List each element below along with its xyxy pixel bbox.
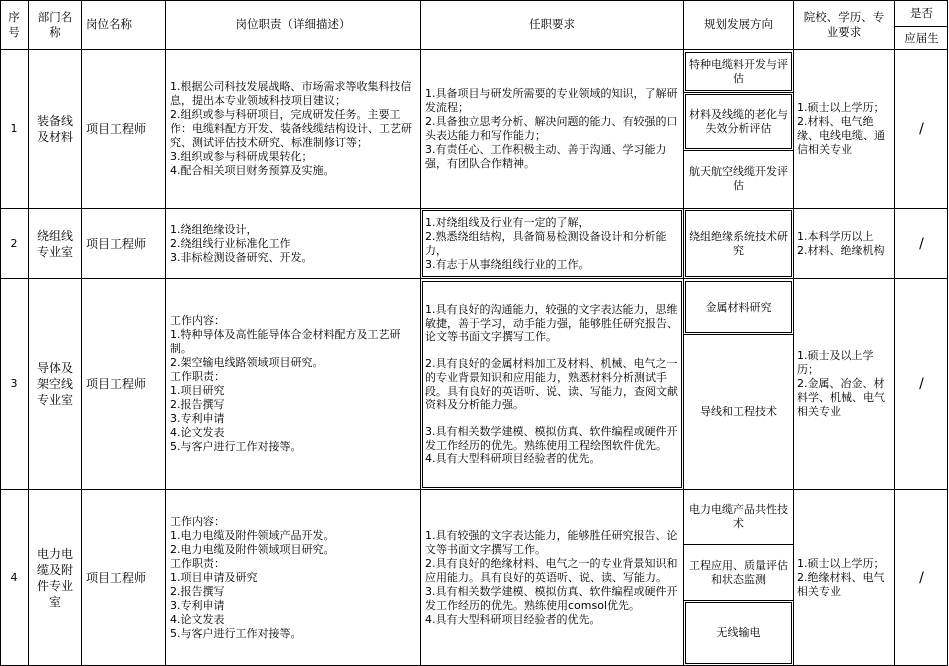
grid-line — [683, 0, 684, 666]
row4-seq: 4 — [10, 570, 18, 584]
row1-duties: 1.根据公司科技发展战略、市场需求等收集科技信息，提出本专业领域科技项目建议； 2.组织或参与科研项目，完成研发任务。主要工作：电缆料配方开发、装备线缆结构设计、工艺研究、测试评估技术研究、标准制修订等； 3.组织或参与科研成果转化； 4.配合相关项目财务预算及实施。 — [170, 80, 412, 177]
row3-dept: 导体及 架空线 专业室 — [36, 361, 73, 407]
row4-position: 项目工程师 — [86, 570, 147, 585]
row4-direction-1: 电力电缆产品共性技术 — [689, 503, 788, 530]
row2-duties: 1.绕组绝缘设计， 2.绕组线行业标准化工作 3.非标检测设备研究、开发。 — [170, 222, 313, 264]
row4-direction-2: 工程应用、质量评估和状态监测 — [689, 558, 788, 586]
header-school: 院校、学历、专 业要求 — [803, 9, 885, 39]
row3-requirements: 1.具有良好的沟通能力，较强的文字表达能力，思维敏捷，善于学习，动手能力强，能够胜任研究报告、论文等书面文字撰写工作。 2.具有良好的金属材料加工及材料、机械、电气之一的专业背景知识和应用能力，熟悉材料分析测试手段。具有良好的英语听、说、读、写能力，查阅文献资料及分析能力强。 3.具有相关数学建模、模拟仿真、软件编程或硬件开发工作经历的优先。熟练使用工程绘图软件优先。 4.具有大型科研项目经验者的优先。 — [425, 302, 678, 466]
row1-fresh: / — [919, 121, 924, 137]
row3-direction-2: 导线和工程技术 — [700, 405, 777, 418]
row3-duties: 工作内容： 1.特种导体及高性能导体合金材料配方及工艺研制。 2.架空输电线路领域项目研究。 工作职责： 1.项目研究 2.报告撰写 3.专利申请 4.论文发表 5.与客户进行工作对接等。 — [170, 314, 401, 453]
row4-duties: 工作内容： 1.电力电缆及附件领域产品开发。 2.电力电缆及附件领域项目研究。 工作职责： 1.项目申请及研究 2.报告撰写 3.专利申请 4.论文发表 5.与客户进行工作对接等。 — [170, 514, 335, 640]
header-is: 是否 — [910, 5, 933, 20]
row4-fresh: / — [919, 569, 924, 586]
grid-line — [165, 0, 166, 666]
row3-seq: 3 — [10, 377, 18, 390]
row1-requirements: 1.具备项目与研发所需要的专业领域的知识，了解研发流程； 2.具备独立思考分析、解决问题的能力、有较强的口头表达能力和写作能力； 3.有责任心、工作积极主动、善于沟通、学习能力强，有团队合作精神。 — [425, 87, 678, 170]
row4-requirements: 1.具有较强的文字表达能力，能够胜任研究报告、论文等书面文字撰写工作。 2.具有良好的绝缘材料、电气之一的专业背景知识和应用能力。具有良好的英语听、说、读、写能力。 3.具有相关数学建模、模拟仿真、软件编程或硬件开发工作经历的优先。熟练使用comsol优先。 4.具有大型科研项目经验者的优先。 — [425, 528, 678, 626]
row4-dept: 电力电 缆及附 件专业 室 — [36, 546, 73, 609]
row3-position: 项目工程师 — [86, 377, 147, 391]
row1-direction-3: 航天航空线缆开发评估 — [689, 165, 788, 192]
row2-seq: 2 — [10, 236, 18, 250]
row2-requirements: 1.对绕组线及行业有一定的了解， 2.熟悉绕组结构，具备简易检测设备设计和分析能力， 3.有志于从事绕组线行业的工作。 — [425, 215, 667, 271]
row4-school: 1.硕士以上学历； 2.绝缘材料、电气相关专业 — [797, 556, 885, 598]
grid-line — [683, 544, 794, 545]
row1-direction-1: 特种电缆料开发与评估 — [689, 58, 788, 85]
grid-line — [793, 0, 794, 666]
row1-position: 项目工程师 — [86, 122, 147, 136]
row2-direction-1: 绕组绝缘系统技术研究 — [689, 229, 788, 257]
grid-line — [683, 334, 794, 335]
row1-dept: 装备线 及材料 — [36, 114, 73, 144]
row2-fresh: / — [919, 235, 924, 252]
row3-fresh: / — [919, 376, 924, 392]
grid-line — [683, 150, 794, 151]
row1-direction-2: 材料及线缆的老化与失效分析评估 — [689, 108, 788, 135]
header-seq-col: 序 号 — [8, 9, 20, 39]
row3-school: 1.硕士及以上学历； 2.金属、冶金、材料学、机械、电气相关专业 — [797, 349, 885, 418]
row2-school: 1.本科学历以上 2.材料、绝缘机构 — [797, 229, 885, 257]
header-direction: 规划发展方向 — [704, 17, 773, 31]
header-duties: 岗位职责（详细描述） — [235, 17, 351, 31]
row3-direction-1: 金属材料研究 — [705, 300, 772, 314]
header-position: 岗位名称 — [86, 17, 132, 31]
row2-dept: 绕组线 专业室 — [36, 228, 73, 259]
grid-line — [81, 0, 82, 666]
header-dept: 部门名 称 — [37, 9, 73, 39]
row4-direction-3: 无线输电 — [716, 626, 761, 639]
row2-position: 项目工程师 — [86, 236, 147, 251]
grid-line — [683, 600, 794, 601]
grid-line — [420, 0, 421, 666]
row1-seq: 1 — [10, 122, 18, 135]
header-fresh: 应届生 — [904, 30, 939, 45]
header-requirements: 任职要求 — [529, 17, 575, 31]
grid-line — [683, 92, 794, 93]
row1-school: 1.硕士以上学历； 2.材料、电气绝缘、电线电缆、通信相关专业 — [797, 101, 885, 156]
